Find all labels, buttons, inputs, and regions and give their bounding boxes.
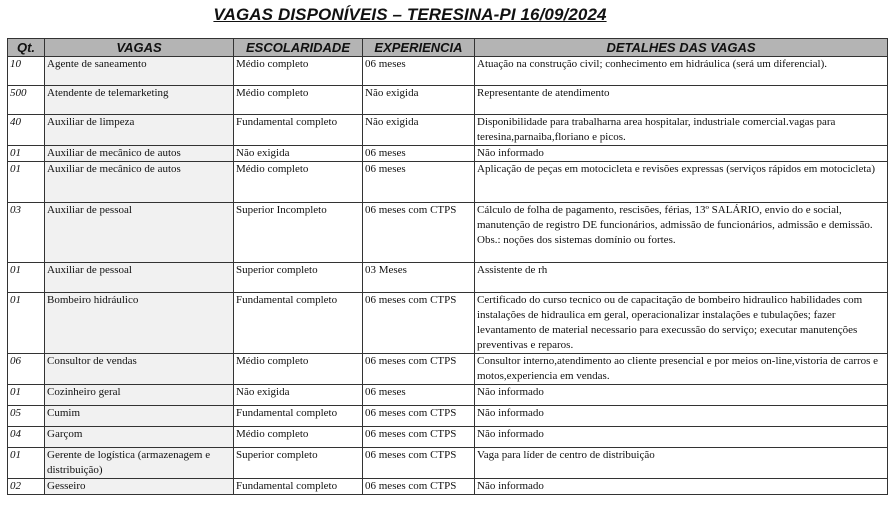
- cell-experiencia: 06 meses com CTPS: [363, 203, 475, 263]
- table-row: [8, 57, 888, 86]
- cell-vaga: Agente de saneamento: [45, 57, 234, 86]
- table-row: [8, 479, 888, 495]
- cell-qt: 01: [8, 448, 45, 479]
- cell-detalhes: Disponibilidade para trabalharna area hospitalar, industriale comercial.vagas para teresina,parnaiba,floriano e picos.: [475, 115, 888, 146]
- cell-escolaridade: Fundamental completo: [234, 479, 363, 495]
- cell-qt: 01: [8, 146, 45, 162]
- cell-qt: 01: [8, 162, 45, 203]
- cell-vaga: Gesseiro: [45, 479, 234, 495]
- cell-vaga: Bombeiro hidráulico: [45, 293, 234, 354]
- cell-qt: 01: [8, 263, 45, 293]
- cell-vaga: Cozinheiro geral: [45, 385, 234, 406]
- cell-detalhes: Não informado: [475, 146, 888, 162]
- table-row: [8, 427, 888, 448]
- header-experiencia: EXPERIENCIA: [363, 39, 475, 57]
- table-row: [8, 115, 888, 146]
- cell-experiencia: 06 meses com CTPS: [363, 293, 475, 354]
- cell-experiencia: 06 meses com CTPS: [363, 479, 475, 495]
- table-row: [8, 354, 888, 385]
- cell-detalhes: Atuação na construção civil; conhecimento em hidráulica (será um diferencial).: [475, 57, 888, 86]
- cell-experiencia: Não exigida: [363, 115, 475, 146]
- cell-qt: 01: [8, 293, 45, 354]
- cell-vaga: Auxiliar de mecânico de autos: [45, 162, 234, 203]
- cell-vaga: Auxiliar de mecânico de autos: [45, 146, 234, 162]
- page-title: VAGAS DISPONÍVEIS – TERESINA-PI 16/09/2024: [213, 5, 607, 24]
- header-detalhes: DETALHES DAS VAGAS: [475, 39, 888, 57]
- cell-escolaridade: Não exigida: [234, 385, 363, 406]
- cell-experiencia: 06 meses com CTPS: [363, 427, 475, 448]
- job-vacancies-table: [7, 38, 888, 495]
- cell-detalhes: Representante de atendimento: [475, 86, 888, 115]
- cell-detalhes: Cálculo de folha de pagamento, rescisões, férias, 13º SALÁRIO, envio do e social, manutenção de registro DE funcionários, admissão de funcionários, admissão e demissão. Obs.: noções dos sistemas domínio ou fortes.: [475, 203, 888, 263]
- cell-detalhes: Não informado: [475, 385, 888, 406]
- cell-detalhes: Assistente de rh: [475, 263, 888, 293]
- header-vagas: VAGAS: [45, 39, 234, 57]
- table-row: [8, 293, 888, 354]
- cell-vaga: Auxiliar de limpeza: [45, 115, 234, 146]
- table-row: [8, 448, 888, 479]
- cell-vaga: Atendente de telemarketing: [45, 86, 234, 115]
- cell-escolaridade: Médio completo: [234, 354, 363, 385]
- cell-vaga: Gerente de logística (armazenagem e distribuição): [45, 448, 234, 479]
- cell-qt: 01: [8, 385, 45, 406]
- cell-qt: 06: [8, 354, 45, 385]
- cell-escolaridade: Não exigida: [234, 146, 363, 162]
- cell-escolaridade: Superior completo: [234, 448, 363, 479]
- cell-qt: 03: [8, 203, 45, 263]
- cell-detalhes: Não informado: [475, 479, 888, 495]
- cell-qt: 40: [8, 115, 45, 146]
- cell-experiencia: 06 meses com CTPS: [363, 448, 475, 479]
- cell-escolaridade: Fundamental completo: [234, 406, 363, 427]
- table-row: [8, 146, 888, 162]
- cell-escolaridade: Superior Incompleto: [234, 203, 363, 263]
- cell-experiencia: 06 meses: [363, 385, 475, 406]
- cell-detalhes: Consultor interno,atendimento ao cliente presencial e por meios on-line,vistoria de carros e motos,experiencia em vendas.: [475, 354, 888, 385]
- cell-detalhes: Não informado: [475, 427, 888, 448]
- cell-qt: 500: [8, 86, 45, 115]
- cell-experiencia: 06 meses: [363, 162, 475, 203]
- cell-escolaridade: Médio completo: [234, 86, 363, 115]
- cell-vaga: Auxiliar de pessoal: [45, 203, 234, 263]
- header-qt: Qt.: [8, 39, 45, 57]
- cell-vaga: Auxiliar de pessoal: [45, 263, 234, 293]
- cell-detalhes: Não informado: [475, 406, 888, 427]
- cell-escolaridade: Médio completo: [234, 427, 363, 448]
- cell-experiencia: 03 Meses: [363, 263, 475, 293]
- table-row: [8, 162, 888, 203]
- cell-escolaridade: Superior completo: [234, 263, 363, 293]
- cell-experiencia: 06 meses: [363, 146, 475, 162]
- table-header-row: [8, 39, 888, 57]
- cell-qt: 04: [8, 427, 45, 448]
- cell-experiencia: 06 meses com CTPS: [363, 354, 475, 385]
- cell-qt: 05: [8, 406, 45, 427]
- cell-vaga: Consultor de vendas: [45, 354, 234, 385]
- cell-escolaridade: Fundamental completo: [234, 293, 363, 354]
- cell-qt: 02: [8, 479, 45, 495]
- table-row: [8, 406, 888, 427]
- cell-detalhes: Vaga para líder de centro de distribuição: [475, 448, 888, 479]
- cell-vaga: Garçom: [45, 427, 234, 448]
- cell-detalhes: Aplicação de peças em motocicleta e revisões expressas (serviços rápidos em motocicleta): [475, 162, 888, 203]
- cell-experiencia: Não exigida: [363, 86, 475, 115]
- cell-vaga: Cumim: [45, 406, 234, 427]
- cell-qt: 10: [8, 57, 45, 86]
- cell-experiencia: 06 meses com CTPS: [363, 406, 475, 427]
- cell-detalhes: Certificado do curso tecnico ou de capacitação de bombeiro hidraulico habilidades com instalações de hidraulica em geral, operacionalizar instalações e tubulações; fazer levantamento de material necessario para execussão do serviço; executar manutenções preventivas e reparos.: [475, 293, 888, 354]
- cell-experiencia: 06 meses: [363, 57, 475, 86]
- cell-escolaridade: Médio completo: [234, 57, 363, 86]
- table-row: [8, 86, 888, 115]
- cell-escolaridade: Fundamental completo: [234, 115, 363, 146]
- table-row: [8, 385, 888, 406]
- table-body: [8, 57, 888, 495]
- table-row: [8, 263, 888, 293]
- table-row: [8, 203, 888, 263]
- cell-escolaridade: Médio completo: [234, 162, 363, 203]
- header-escolaridade: ESCOLARIDADE: [234, 39, 363, 57]
